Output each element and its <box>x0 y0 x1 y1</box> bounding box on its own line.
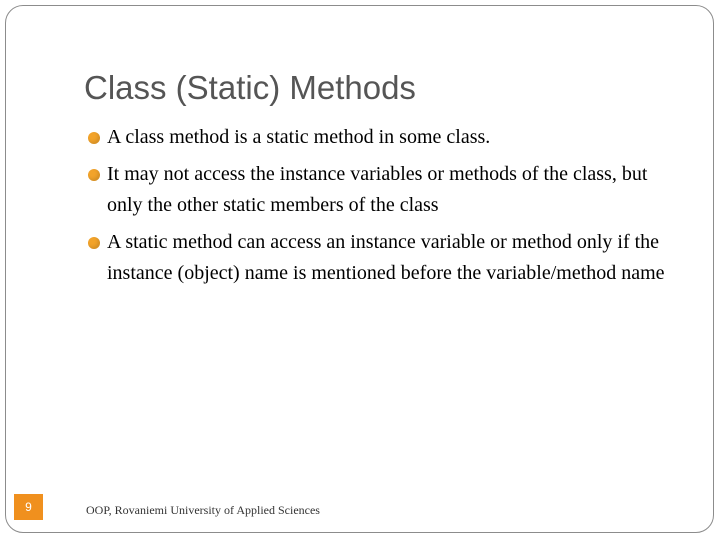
bullet-list <box>86 122 686 295</box>
slide-title: Class (Static) Methods <box>84 69 416 106</box>
bullet-text: A class method is a static method in some class. <box>107 126 491 148</box>
bullet-text: It may not access the instance variables or methods of the class, but only the other static members of the class <box>107 163 648 216</box>
bullet-dot-icon <box>88 132 100 144</box>
bullet-dot-icon <box>88 237 100 249</box>
bullet-item <box>86 159 686 221</box>
page-number: 9 <box>14 494 43 520</box>
bullet-dot-icon <box>88 169 100 181</box>
bullet-text: A static method can access an instance variable or method only if the instance (object) name is mentioned before the variable/method name <box>107 231 665 284</box>
bullet-item <box>86 122 686 153</box>
bullet-item <box>86 227 686 289</box>
slide <box>5 5 714 533</box>
footer-text: OOP, Rovaniemi University of Applied Sciences <box>86 503 320 517</box>
